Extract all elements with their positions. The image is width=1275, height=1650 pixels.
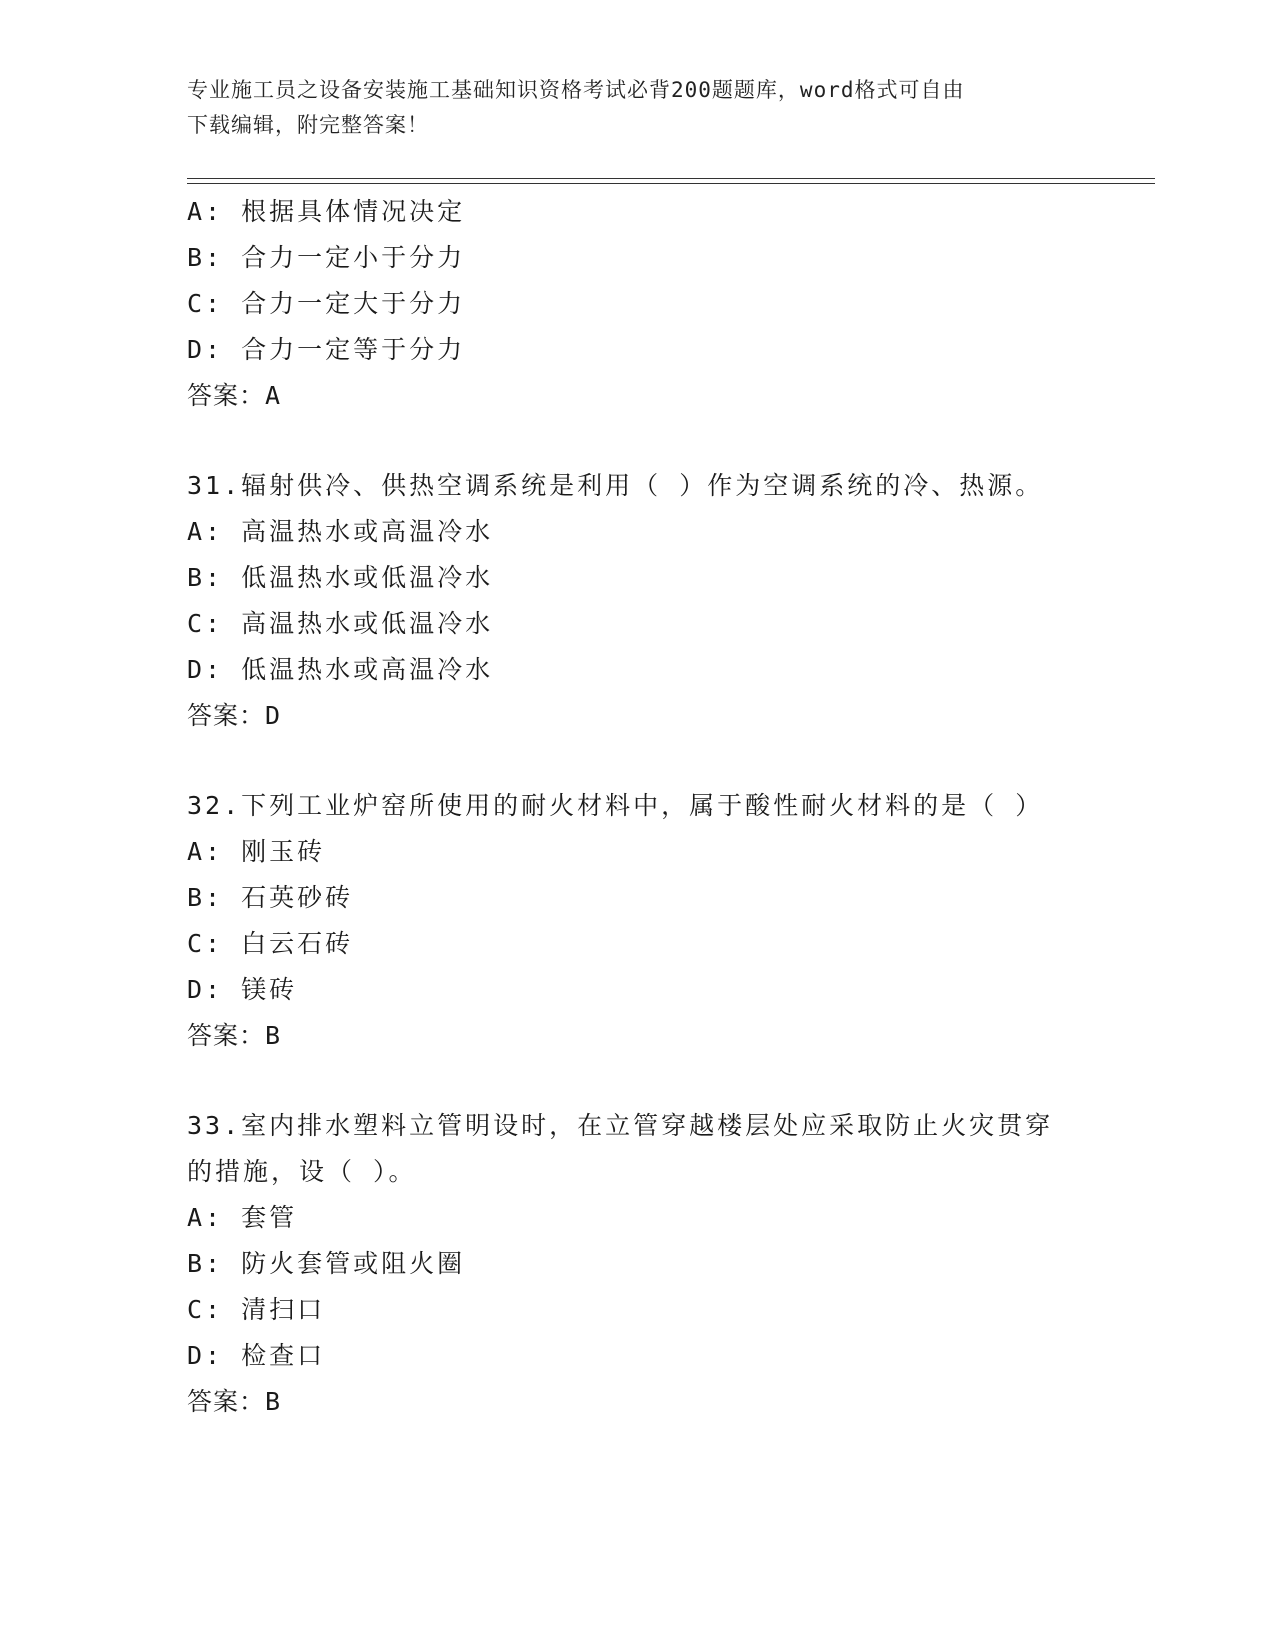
option-text: 防火套管或阻火圈 bbox=[241, 1249, 466, 1278]
option-text: 低温热水或高温冷水 bbox=[241, 655, 494, 684]
question-block-31 bbox=[187, 463, 1087, 739]
answer-label: 答案： bbox=[187, 701, 266, 730]
answer-label: 答案： bbox=[187, 381, 266, 410]
answer-line bbox=[187, 1013, 1087, 1059]
option-label: C: bbox=[187, 609, 224, 638]
option-label: C: bbox=[187, 289, 224, 318]
option-label: C: bbox=[187, 929, 224, 958]
option-text: 检查口 bbox=[241, 1341, 326, 1370]
answer-line bbox=[187, 373, 1087, 419]
answer-label: 答案： bbox=[187, 1021, 266, 1050]
option-label: A: bbox=[187, 197, 224, 226]
option-a bbox=[187, 509, 1087, 555]
answer-value: B bbox=[265, 1387, 282, 1416]
question-block-33 bbox=[187, 1103, 1087, 1425]
option-label: A: bbox=[187, 1203, 224, 1232]
option-c bbox=[187, 1287, 1087, 1333]
option-label: B: bbox=[187, 563, 224, 592]
option-a bbox=[187, 829, 1087, 875]
document-header bbox=[187, 73, 1067, 143]
option-d bbox=[187, 327, 1087, 373]
question-text: 31.辐射供冷、供热空调系统是利用（ ）作为空调系统的冷、热源。 bbox=[187, 471, 1044, 500]
option-text: 白云石砖 bbox=[241, 929, 354, 958]
option-text: 石英砂砖 bbox=[241, 883, 354, 912]
option-a bbox=[187, 1195, 1087, 1241]
option-label: B: bbox=[187, 883, 224, 912]
question-list bbox=[187, 189, 1087, 1425]
option-label: D: bbox=[187, 975, 224, 1004]
option-text: 合力一定大于分力 bbox=[241, 289, 466, 318]
option-text: 合力一定小于分力 bbox=[241, 243, 466, 272]
header-divider-top bbox=[187, 178, 1155, 179]
option-label: C: bbox=[187, 1295, 224, 1324]
option-text: 镁砖 bbox=[241, 975, 298, 1004]
option-label: A: bbox=[187, 517, 224, 546]
option-b bbox=[187, 555, 1087, 601]
option-text: 合力一定等于分力 bbox=[241, 335, 466, 364]
option-b bbox=[187, 235, 1087, 281]
option-label: D: bbox=[187, 335, 224, 364]
option-a bbox=[187, 189, 1087, 235]
header-divider-bottom bbox=[187, 183, 1155, 184]
option-label: B: bbox=[187, 1249, 224, 1278]
option-b bbox=[187, 875, 1087, 921]
question-text: 32.下列工业炉窑所使用的耐火材料中，属于酸性耐火材料的是（ ） bbox=[187, 791, 1044, 820]
option-d bbox=[187, 967, 1087, 1013]
option-c bbox=[187, 281, 1087, 327]
option-c bbox=[187, 601, 1087, 647]
option-text: 根据具体情况决定 bbox=[241, 197, 466, 226]
option-text: 套管 bbox=[241, 1203, 298, 1232]
answer-value: B bbox=[265, 1021, 282, 1050]
answer-line bbox=[187, 1379, 1087, 1425]
option-text: 刚玉砖 bbox=[241, 837, 326, 866]
option-b bbox=[187, 1241, 1087, 1287]
answer-value: A bbox=[265, 381, 282, 410]
option-text: 低温热水或低温冷水 bbox=[241, 563, 494, 592]
option-label: A: bbox=[187, 837, 224, 866]
option-d bbox=[187, 1333, 1087, 1379]
answer-line bbox=[187, 693, 1087, 739]
option-label: D: bbox=[187, 655, 224, 684]
question-block-30 bbox=[187, 189, 1087, 419]
question-block-32 bbox=[187, 783, 1087, 1059]
answer-label: 答案： bbox=[187, 1387, 266, 1416]
answer-value: D bbox=[265, 701, 282, 730]
header-line-1: 专业施工员之设备安装施工基础知识资格考试必背200题题库，word格式可自由 bbox=[187, 78, 965, 102]
option-text: 高温热水或高温冷水 bbox=[241, 517, 494, 546]
option-text: 高温热水或低温冷水 bbox=[241, 609, 494, 638]
question-text-line-2: 的措施，设（ ）。 bbox=[187, 1157, 417, 1186]
option-label: D: bbox=[187, 1341, 224, 1370]
header-line-2: 下载编辑，附完整答案！ bbox=[187, 113, 429, 137]
option-c bbox=[187, 921, 1087, 967]
option-d bbox=[187, 647, 1087, 693]
option-text: 清扫口 bbox=[241, 1295, 326, 1324]
option-label: B: bbox=[187, 243, 224, 272]
question-text-line-1: 33.室内排水塑料立管明设时，在立管穿越楼层处应采取防止火灾贯穿 bbox=[187, 1111, 1054, 1140]
